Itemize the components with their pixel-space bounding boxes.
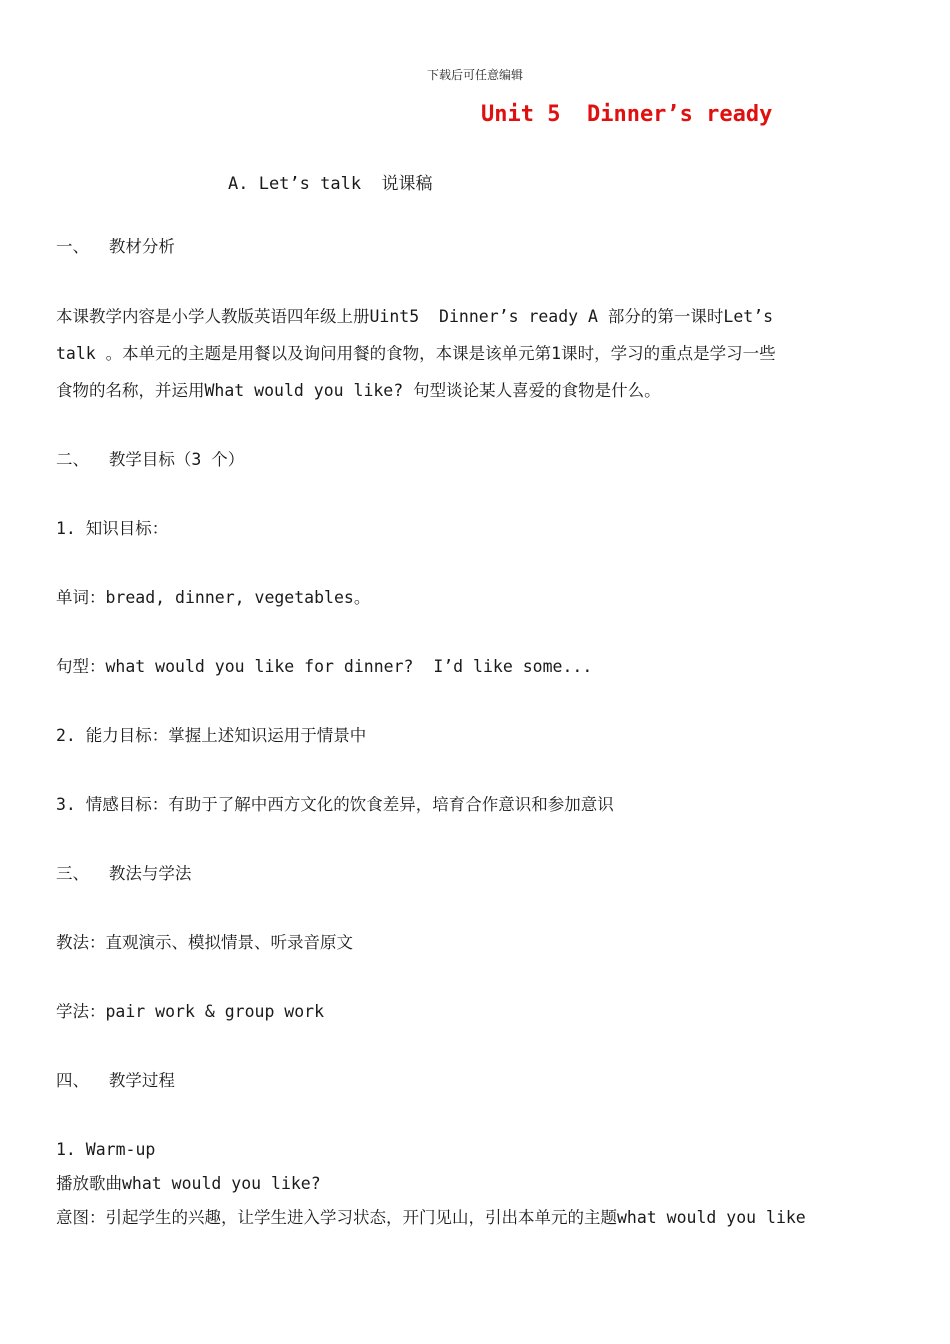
objective-emotion: 3. 情感目标：有助于了解中西方文化的饮食差异，培育合作意识和参加意识 xyxy=(56,795,614,814)
header-note: 下载后可任意编辑 xyxy=(426,68,523,82)
sentence-pattern-line: 句型：what would you like for dinner? I’d like some... xyxy=(56,657,593,676)
objective-ability: 2. 能力目标：掌握上述知识运用于情景中 xyxy=(56,726,367,745)
paragraph-line: talk 。本单元的主题是用餐以及询问用餐的食物，本课是该单元第1课时，学习的重点是学习一些 xyxy=(56,344,776,363)
process-song: 播放歌曲what would you like? xyxy=(56,1174,321,1193)
section-heading-process: 四、 教学过程 xyxy=(56,1071,175,1090)
document-title: Unit 5 Dinner’s ready xyxy=(481,102,773,127)
section-heading-materials: 一、 教材分析 xyxy=(56,237,175,256)
vocabulary-line: 单词：bread, dinner, vegetables。 xyxy=(56,588,371,607)
paragraph-line: 本课教学内容是小学人教版英语四年级上册Uint5 Dinner’s ready A 部分的第一课时Let’s xyxy=(56,307,774,326)
process-step-warmup: 1. Warm-up xyxy=(56,1140,156,1159)
learning-method: 学法：pair work & group work xyxy=(56,1002,325,1021)
objective-knowledge: 1. 知识目标： xyxy=(56,519,169,538)
section-heading-objectives: 二、 教学目标（3 个） xyxy=(56,450,245,469)
document-subtitle: A. Let’s talk 说课稿 xyxy=(228,174,433,194)
process-intent: 意图：引起学生的兴趣，让学生进入学习状态，开门见山，引出本单元的主题what would you like xyxy=(56,1208,806,1227)
teaching-method: 教法：直观演示、模拟情景、听录音原文 xyxy=(56,933,353,952)
paragraph-line: 食物的名称，并运用What would you like? 句型谈论某人喜爱的食物是什么。 xyxy=(56,381,661,400)
section-heading-methods: 三、 教法与学法 xyxy=(56,864,192,883)
